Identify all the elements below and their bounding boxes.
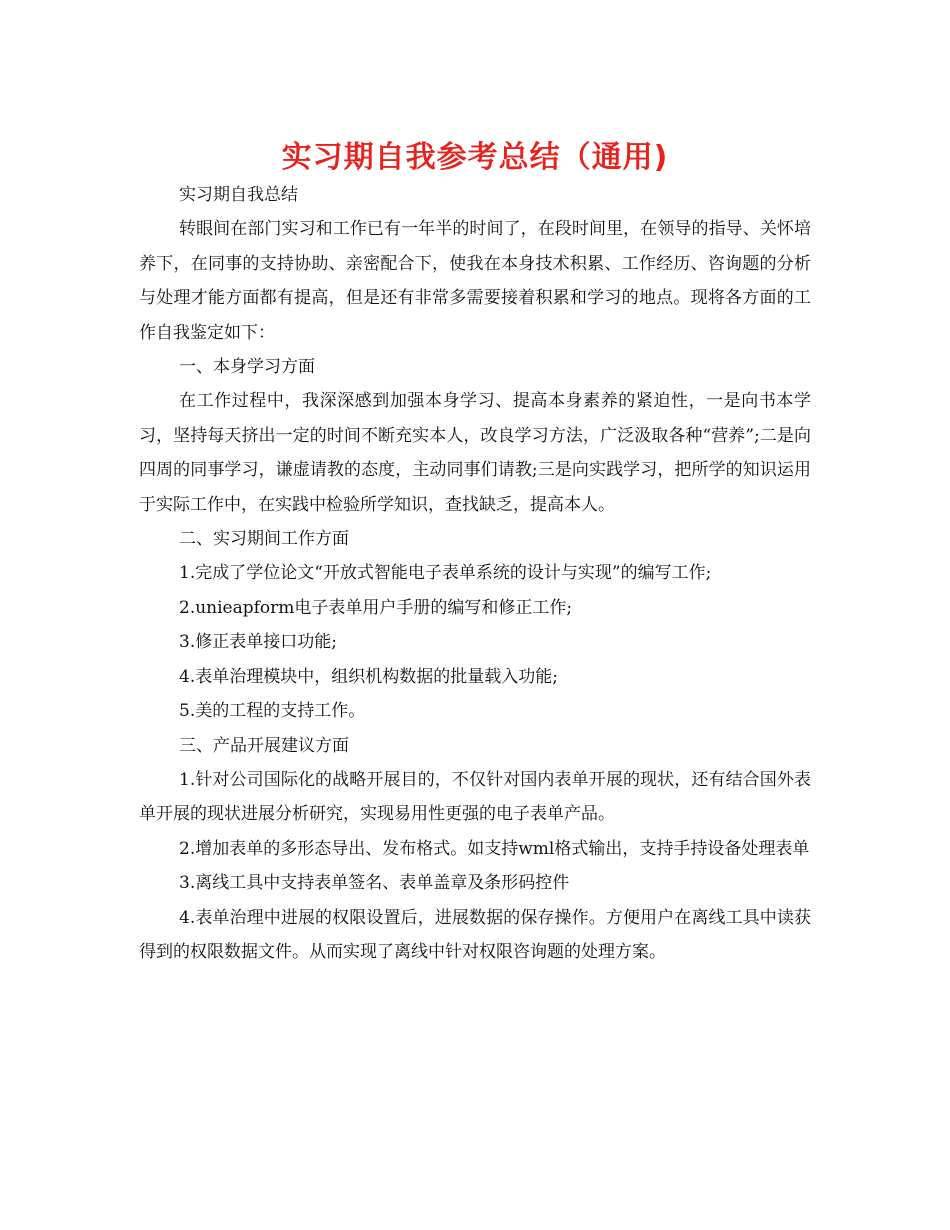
list-item-work-2: 2.unieapform电子表单用户手册的编写和修正工作; bbox=[179, 597, 573, 618]
paragraph-intro: 转眼间在部门实习和工作已有一年半的时间了，在段时间里，在领导的指导、关怀培养下，在同事的支持协助、亲密配合下，使我在本身技术积累、工作经历、咨询题的分析与处理才能方面都有提高，但是还有非常多需要接着积累和学习的地点。现将各方面的工作自我鉴定如下： bbox=[139, 219, 811, 343]
section-heading-self-study: 一、本身学习方面 bbox=[179, 357, 315, 378]
list-item-suggestion-3: 3.离线工具中支持表单签名、表单盖章及条形码控件 bbox=[179, 873, 570, 894]
paragraph-self-study: 在工作过程中，我深深感到加强本身学习、提高本身素养的紧迫性，一是向书本学习，坚持每天挤出一定的时间不断充实本人，改良学习方法，广泛汲取各种“营养”;二是向四周的同事学习，谦虚请教的态度，主动同事们请教;三是向实践学习，把所学的知识运用于实际工作中，在实践中检验所学知识，查找缺乏，提高本人。 bbox=[139, 391, 811, 515]
list-item-work-5: 5.美的工程的支持工作。 bbox=[179, 701, 366, 722]
list-item-work-4: 4.表单治理模块中，组织机构数据的批量载入功能; bbox=[179, 666, 558, 687]
section-heading-internship-work: 二、实习期间工作方面 bbox=[179, 529, 349, 550]
list-item-work-3: 3.修正表单接口功能; bbox=[179, 632, 337, 653]
list-item-suggestion-2: 2.增加表单的多形态导出、发布格式。如支持wml格式输出，支持手持设备处理表单 bbox=[179, 838, 810, 859]
document-body bbox=[139, 178, 811, 969]
section-heading-product-suggestions: 三、产品开展建议方面 bbox=[179, 735, 349, 756]
document-title: 实习期自我参考总结（通用) bbox=[281, 140, 669, 175]
list-item-work-1: 1.完成了学位论文“开放式智能电子表单系统的设计与实现”的编写工作; bbox=[179, 563, 712, 584]
paragraph-heading-summary: 实习期自我总结 bbox=[179, 185, 298, 205]
list-item-suggestion-4: 4.表单治理中进展的权限设置后，进展数据的保存操作。方便用户在离线工具中读获得到的权限数据文件。从而实现了离线中针对权限咨询题的处理方案。 bbox=[139, 907, 811, 962]
list-item-suggestion-1: 1.针对公司国际化的战略开展目的，不仅针对国内表单开展的现状，还有结合国外表单开展的现状进展分析研究，实现易用性更强的电子表单产品。 bbox=[139, 769, 811, 825]
